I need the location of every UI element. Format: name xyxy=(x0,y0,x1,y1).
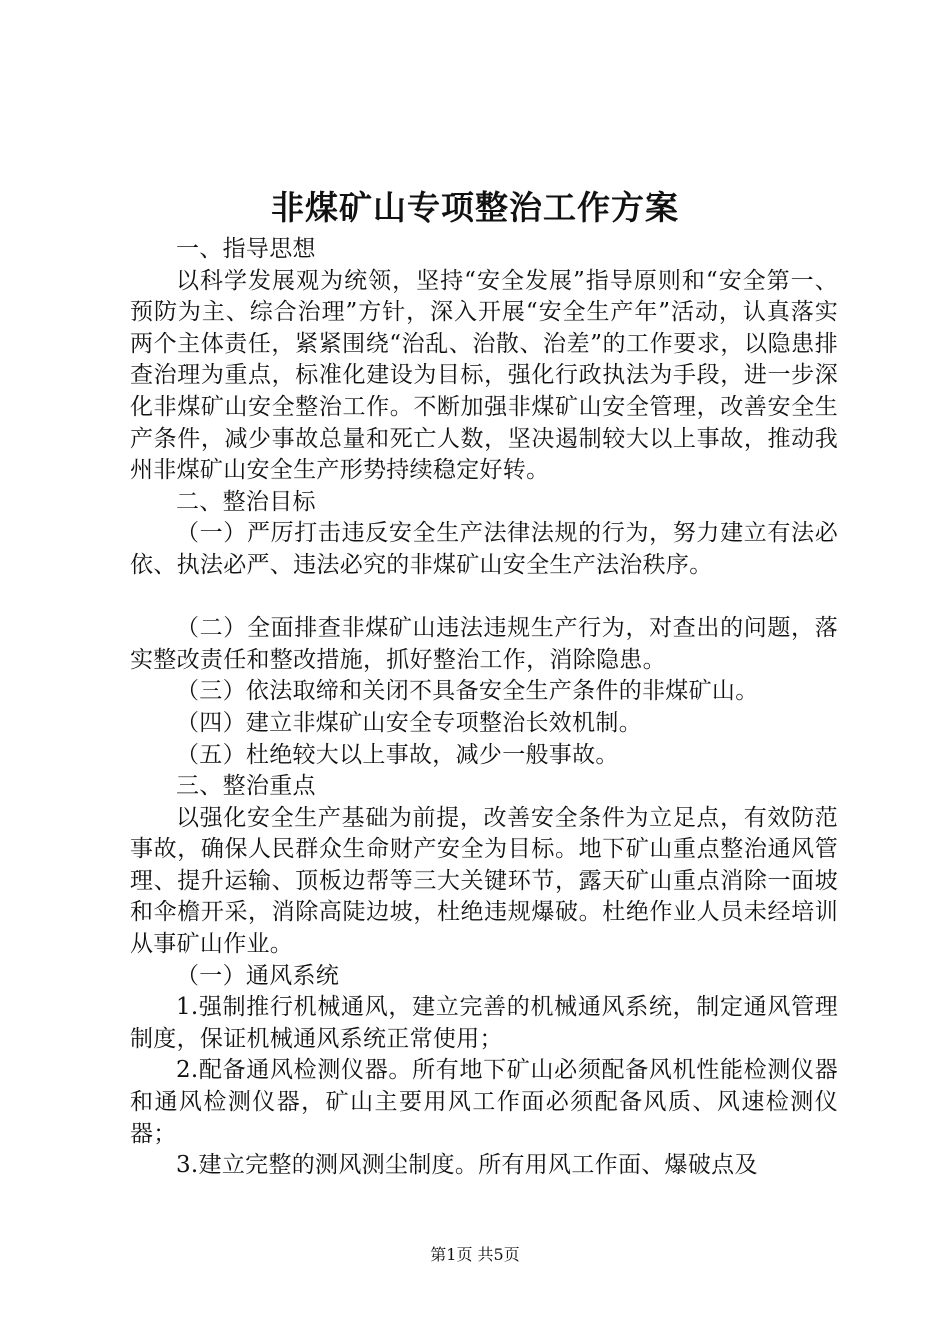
goal-item-2: （二）全面排查非煤矿山违法违规生产行为，对查出的问题，落实整改责任和整改措施，抓好整治工作，消除隐患。 xyxy=(130,615,838,673)
goal-item-1: （一）严厉打击违反安全生产法律法规的行为，努力建立有法必依、执法必严、违法必究的非煤矿山安全生产法治秩序。 xyxy=(130,520,838,578)
ventilation-item-3: 3.建立完整的测风测尘制度。所有用风工作面、爆破点及 xyxy=(176,1152,758,1179)
section-heading-guiding-ideology: 一、指导思想 xyxy=(176,236,316,262)
section-heading-goals: 二、整治目标 xyxy=(176,488,316,515)
goal-item-5: （五）杜绝较大以上事故，减少一般事故。 xyxy=(176,741,619,768)
page-footer: 第1页 共5页 xyxy=(430,1245,520,1264)
ventilation-item-2: 2.配备通风检测仪器。所有地下矿山必须配备风机性能检测仪器和通风检测仪器，矿山主要用风工作面必须配备风质、风速检测仪器； xyxy=(130,1057,838,1147)
goal-item-4: （四）建立非煤矿山安全专项整治长效机制。 xyxy=(176,709,642,736)
section-heading-key-points: 三、整治重点 xyxy=(176,773,316,800)
paragraph-guiding-ideology: 以科学发展观为统领，坚持“安全发展”指导原则和“安全第一、预防为主、综合治理”方针，深入开展“安全生产年”活动，认真落实两个主体责任，紧紧围绕“治乱、治散、治差”的工作要求，以隐患排查治理为重点，标准化建设为目标，强化行政执法为手段，进一步深化非煤矿山安全整治工作。不断加强非煤矿山安全管理，改善安全生产条件，减少事故总量和死亡人数，坚决遏制较大以上事故，推动我州非煤矿山安全生产形势持续稳定好转。 xyxy=(130,267,838,484)
subsection-heading-ventilation: （一）通风系统 xyxy=(176,962,340,989)
goal-item-3: （三）依法取缔和关闭不具备安全生产条件的非煤矿山。 xyxy=(176,678,759,705)
paragraph-key-points: 以强化安全生产基础为前提，改善安全条件为立足点，有效防范事故，确保人民群众生命财产安全为目标。地下矿山重点整治通风管理、提升运输、顶板边帮等三大关键环节，露天矿山重点消除一面坡和伞檐开采，消除高陡边坡，杜绝违规爆破。杜绝作业人员未经培训从事矿山作业。 xyxy=(130,804,838,958)
document-title: 非煤矿山专项整治工作方案 xyxy=(271,188,679,227)
ventilation-item-1: 1.强制推行机械通风，建立完善的机械通风系统，制定通风管理制度，保证机械通风系统正常使用； xyxy=(130,994,838,1052)
document-body xyxy=(130,234,838,1182)
